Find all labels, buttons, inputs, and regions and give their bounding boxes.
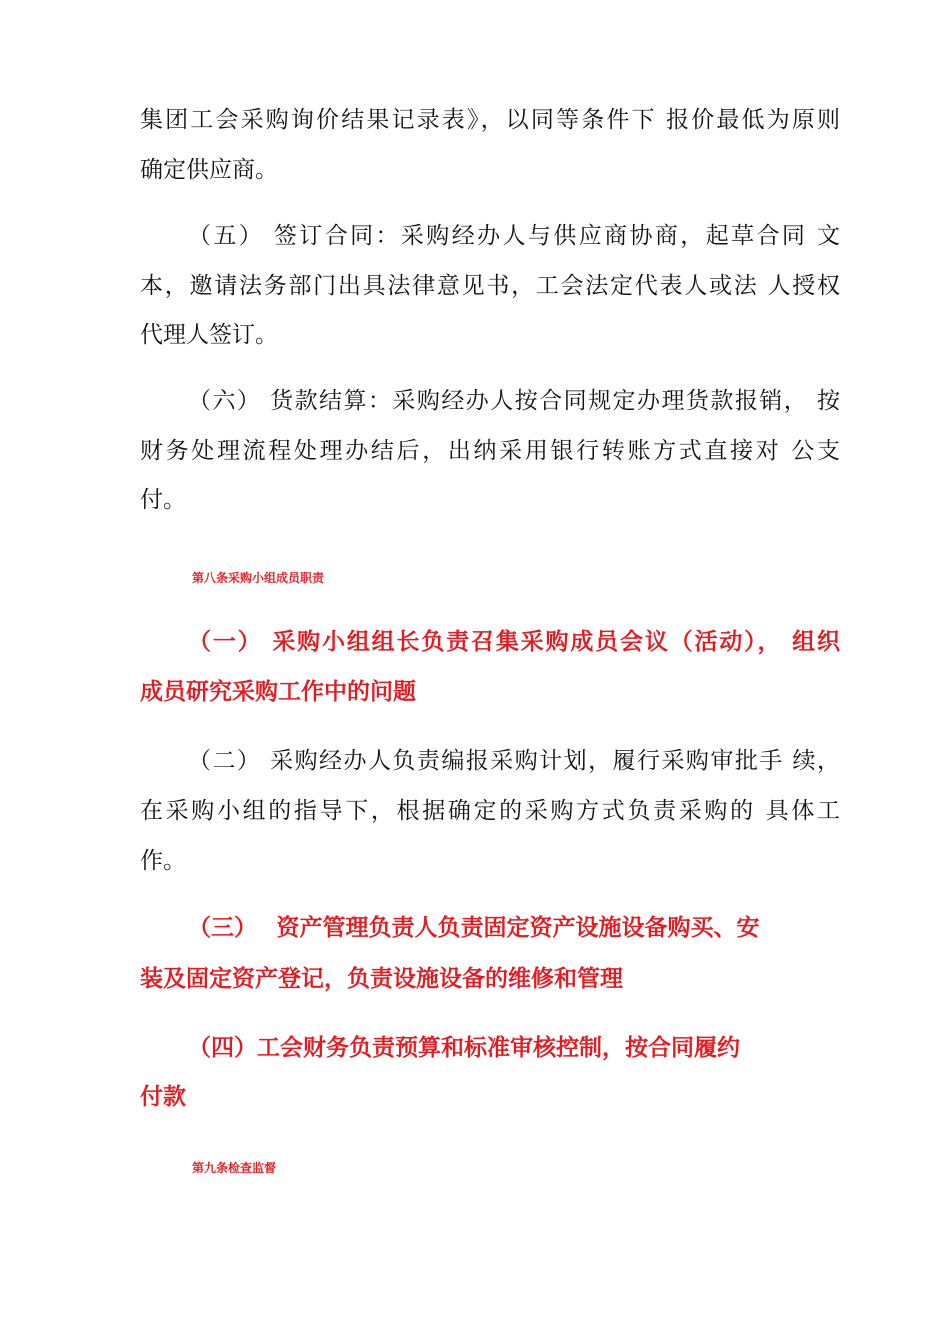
paragraph-7-line-2: 付款: [140, 1084, 186, 1110]
article-8-heading: 第八条采购小组成员职责: [192, 571, 325, 585]
paragraph-1-line-1: 集团工会采购询价结果记录表》，以同等条件下 报价最低为原则: [140, 107, 840, 133]
paragraph-2-line-2: 本，邀请法务部门出具法律意见书，工会法定代表人或法 人授权: [140, 273, 840, 299]
paragraph-2-line-1: （五） 签订合同：采购经办人与供应商协商，起草合同 文: [188, 223, 840, 249]
paragraph-4-line-1: （一） 采购小组组长负责召集采购成员会议（活动）， 组织: [188, 629, 840, 655]
paragraph-3-line-2: 财务处理流程处理办结后，出纳采用银行转账方式直接对 公支: [140, 438, 840, 464]
paragraph-5-line-1: （二） 采购经办人负责编报采购计划，履行采购审批手 续，: [188, 748, 840, 774]
paragraph-6-line-2: 装及固定资产登记，负责设施设备的维修和管理: [140, 966, 623, 992]
paragraph-5-line-2: 在采购小组的指导下，根据确定的采购方式负责采购的 具体工: [140, 798, 840, 824]
paragraph-3-line-3: 付。: [140, 487, 186, 513]
paragraph-4-line-2: 成员研究采购工作中的问题: [140, 679, 416, 705]
paragraph-1-line-2: 确定供应商。: [140, 157, 278, 183]
paragraph-6-line-1: （三） 资产管理负责人负责固定资产设施设备购买、安: [188, 915, 760, 941]
paragraph-2-line-3: 代理人签订。: [140, 322, 278, 348]
paragraph-7-line-1: （四）工会财务负责预算和标准审核控制，按合同履约: [188, 1035, 740, 1061]
paragraph-5-line-3: 作。: [140, 848, 186, 874]
article-9-heading: 第九条检查监督: [192, 1161, 277, 1175]
paragraph-3-line-1: （六） 货款结算：采购经办人按合同规定办理货款报销， 按: [188, 388, 840, 414]
